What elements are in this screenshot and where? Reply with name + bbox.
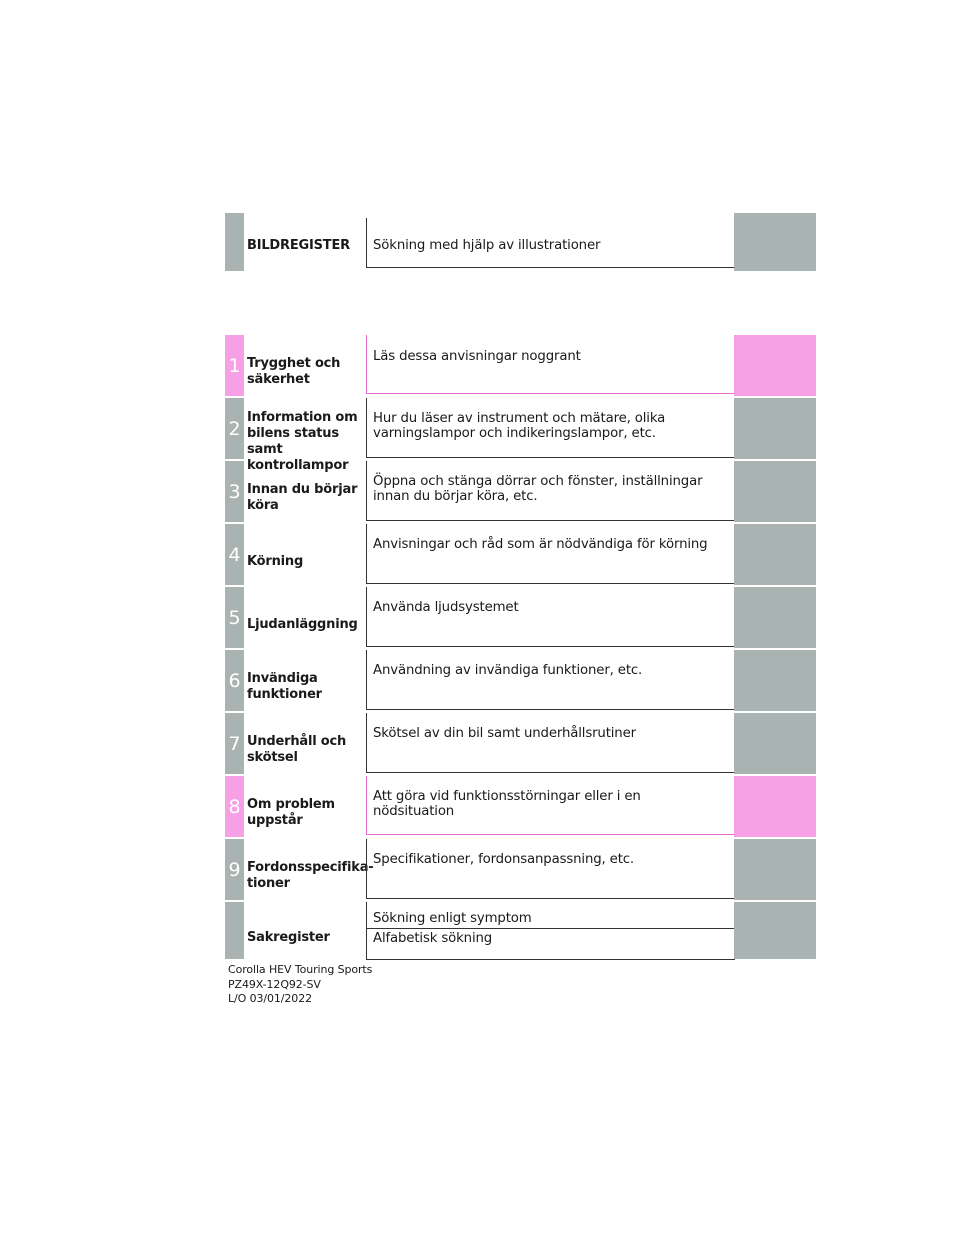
subject-index-tab-right[interactable]	[734, 902, 816, 959]
chapter-tab-right[interactable]	[734, 776, 816, 837]
chapter-number: 3	[228, 481, 241, 503]
chapter-title: Information om bilens status samt kontrollampor	[247, 410, 358, 473]
chapter-title: Fordonsspecifika-tioner	[247, 860, 374, 891]
subject-index-alphabetical-search[interactable]: Alfabetisk sökning	[373, 931, 493, 946]
index-header-description: Sökning med hjälp av illustrationer	[373, 238, 601, 253]
chapter-number: 4	[228, 544, 241, 566]
chapter-tab-right[interactable]	[734, 335, 816, 396]
chapter-tab-right[interactable]	[734, 398, 816, 459]
chapter-desc-box	[366, 398, 735, 458]
chapter-description: Specifikationer, fordonsanpassning, etc.	[373, 852, 635, 867]
chapter-title: Ljudanläggning	[247, 617, 358, 632]
chapter-desc-box	[366, 461, 735, 521]
chapter-description: Hur du läser av instrument och mätare, olika varningslampor och indikeringslampor, etc.	[373, 411, 666, 441]
chapter-row-6[interactable]	[225, 650, 816, 711]
chapter-desc-box	[366, 839, 735, 899]
chapter-desc-box	[366, 335, 735, 394]
chapter-tab-right[interactable]	[734, 524, 816, 585]
chapter-row-2[interactable]	[225, 398, 816, 473]
footer-code: PZ49X-12Q92-SV	[228, 977, 321, 991]
chapter-desc-box	[366, 587, 735, 647]
chapter-row-9[interactable]	[225, 839, 816, 900]
chapter-title: Underhåll och skötsel	[247, 734, 347, 765]
chapter-description: Öppna och stänga dörrar och fönster, inställningar innan du börjar köra, etc.	[373, 474, 703, 504]
chapter-title: Om problem uppstår	[247, 797, 335, 828]
chapter-description: Läs dessa anvisningar noggrant	[373, 349, 581, 364]
subject-index-divider	[366, 928, 734, 929]
chapter-description: Använda ljudsystemet	[373, 600, 519, 615]
chapter-number: 7	[228, 733, 241, 755]
chapter-title: Innan du börjar köra	[247, 482, 358, 513]
footer-layout: L/O 03/01/2022	[228, 992, 312, 1005]
subject-index-tab-left	[225, 902, 244, 959]
chapter-row-1[interactable]	[225, 335, 816, 396]
index-header-desc-box	[366, 218, 735, 268]
chapter-title: Invändiga funktioner	[247, 671, 322, 702]
index-header-title: BILDREGISTER	[247, 238, 350, 253]
index-header-row[interactable]	[225, 213, 816, 271]
subject-index-row[interactable]	[225, 902, 816, 959]
index-tab-left	[225, 213, 244, 271]
chapter-description: Skötsel av din bil samt underhållsrutiner	[373, 726, 636, 741]
chapter-desc-box	[366, 650, 735, 710]
chapter-tab-right[interactable]	[734, 587, 816, 648]
index-tab-right[interactable]	[734, 213, 816, 271]
subject-index-desc-box	[366, 902, 735, 960]
chapter-number: 5	[228, 607, 241, 629]
chapter-desc-box	[366, 524, 735, 584]
chapter-tab-right[interactable]	[734, 713, 816, 774]
chapter-tab-right[interactable]	[734, 839, 816, 900]
chapter-title: Trygghet och säkerhet	[247, 356, 341, 387]
chapter-number: 8	[228, 796, 241, 818]
chapter-desc-box	[366, 776, 735, 835]
chapter-description: Att göra vid funktionsstörningar eller i en nödsituation	[373, 789, 641, 819]
chapter-tab-right[interactable]	[734, 461, 816, 522]
chapter-tab-right[interactable]	[734, 650, 816, 711]
chapter-row-7[interactable]	[225, 713, 816, 774]
chapter-row-3[interactable]	[225, 461, 816, 522]
chapter-row-8[interactable]	[225, 776, 816, 837]
footer	[228, 963, 372, 1007]
chapter-number: 2	[228, 418, 241, 440]
chapter-title: Körning	[247, 554, 304, 569]
chapter-description: Anvisningar och råd som är nödvändiga för körning	[373, 537, 708, 552]
chapter-number: 9	[228, 859, 241, 881]
chapter-description: Användning av invändiga funktioner, etc.	[373, 663, 643, 678]
chapter-desc-box	[366, 713, 735, 773]
chapter-row-5[interactable]	[225, 587, 816, 648]
footer-model: Corolla HEV Touring Sports	[228, 963, 373, 976]
subject-index-title: Sakregister	[247, 930, 330, 945]
chapter-row-4[interactable]	[225, 524, 816, 585]
subject-index-symptom-search[interactable]: Sökning enligt symptom	[373, 911, 532, 926]
chapter-number: 1	[228, 355, 241, 377]
chapter-number: 6	[228, 670, 241, 692]
